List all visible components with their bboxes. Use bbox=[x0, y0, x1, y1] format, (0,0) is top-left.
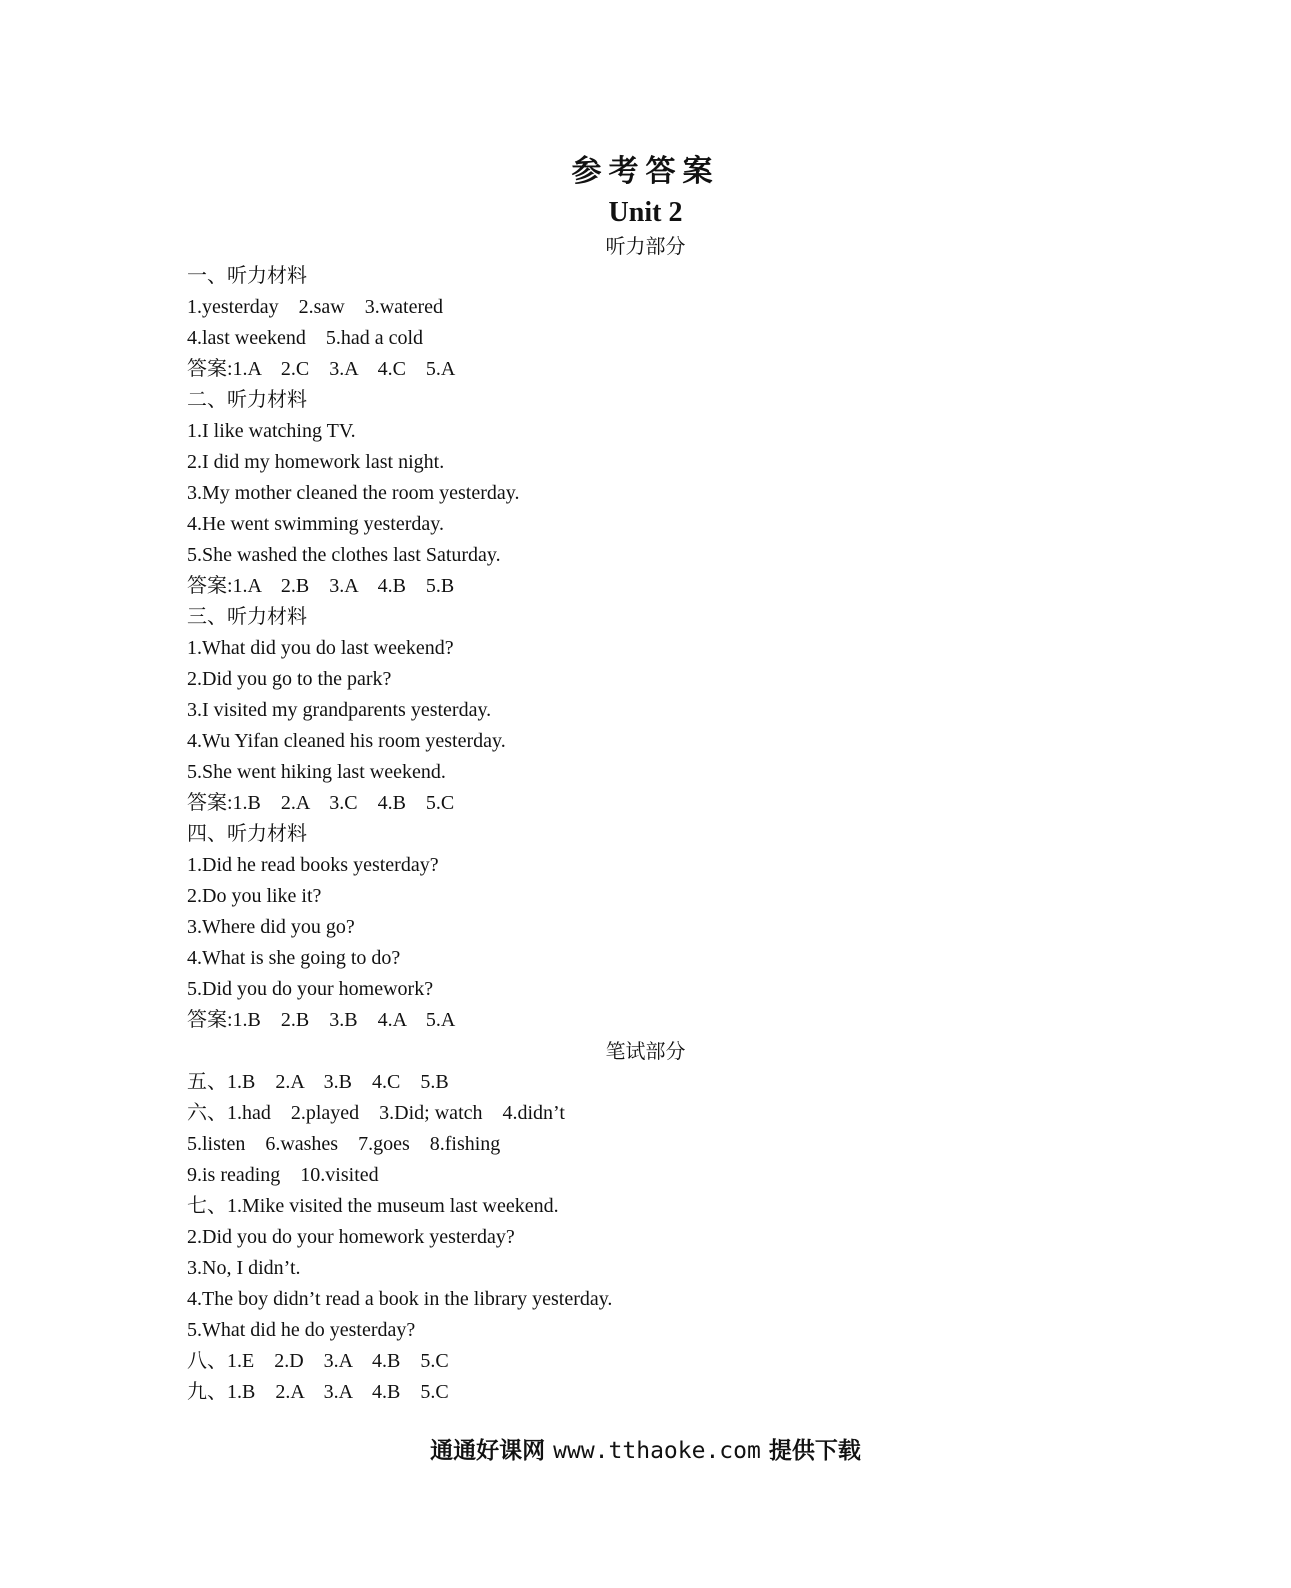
footer-suffix: 提供下载 bbox=[768, 1438, 861, 1464]
answer-line: 3.Where did you go? bbox=[187, 916, 355, 938]
listening-section-header: 听力部分 bbox=[605, 234, 686, 258]
answer-line: 八、1.E 2.D 3.A 4.B 5.C bbox=[187, 1350, 449, 1372]
answer-line: 9.is reading 10.visited bbox=[187, 1164, 379, 1186]
page-title: 参考答案 bbox=[571, 154, 720, 189]
answer-line: 四、听力材料 bbox=[187, 823, 307, 845]
answer-line: 三、听力材料 bbox=[187, 606, 307, 628]
answer-line: 4.The boy didn’t read a book in the library yesterday. bbox=[187, 1288, 613, 1310]
answer-line: 一、听力材料 bbox=[187, 265, 307, 287]
answer-line: 5.listen 6.washes 7.goes 8.fishing bbox=[187, 1133, 501, 1155]
answer-line: 4.What is she going to do? bbox=[187, 947, 401, 969]
answer-line: 答案:1.B 2.B 3.B 4.A 5.A bbox=[187, 1009, 456, 1031]
answer-line: 2.I did my homework last night. bbox=[187, 451, 445, 473]
answer-line: 答案:1.A 2.B 3.A 4.B 5.B bbox=[187, 575, 455, 597]
footer-watermark bbox=[0, 1434, 1291, 1468]
answer-line: 2.Did you go to the park? bbox=[187, 668, 392, 690]
answer-line: 5.Did you do your homework? bbox=[187, 978, 434, 1000]
answer-line: 5.She washed the clothes last Saturday. bbox=[187, 544, 501, 566]
answer-line: 5.She went hiking last weekend. bbox=[187, 761, 446, 783]
listening-answers bbox=[187, 261, 1187, 1036]
answer-line: 1.I like watching TV. bbox=[187, 420, 356, 442]
answer-line: 二、听力材料 bbox=[187, 389, 307, 411]
answer-line: 六、1.had 2.played 3.Did; watch 4.didn’t bbox=[187, 1102, 565, 1124]
answer-line: 4.He went swimming yesterday. bbox=[187, 513, 444, 535]
answer-line: 答案:1.B 2.A 3.C 4.B 5.C bbox=[187, 792, 455, 814]
footer-url: www.tthaoke.com bbox=[553, 1438, 761, 1464]
answer-line: 4.Wu Yifan cleaned his room yesterday. bbox=[187, 730, 506, 752]
writing-section-header: 笔试部分 bbox=[605, 1039, 686, 1063]
answer-line: 九、1.B 2.A 3.A 4.B 5.C bbox=[187, 1381, 449, 1403]
writing-answers bbox=[187, 1067, 1187, 1408]
answer-line: 2.Do you like it? bbox=[187, 885, 322, 907]
answer-line: 4.last weekend 5.had a cold bbox=[187, 327, 424, 349]
answer-line: 3.My mother cleaned the room yesterday. bbox=[187, 482, 520, 504]
answer-line: 答案:1.A 2.C 3.A 4.C 5.A bbox=[187, 358, 456, 380]
answer-line: 五、1.B 2.A 3.B 4.C 5.B bbox=[187, 1071, 449, 1093]
answer-line: 5.What did he do yesterday? bbox=[187, 1319, 416, 1341]
unit-title: Unit 2 bbox=[608, 197, 683, 228]
answer-line: 3.No, I didn’t. bbox=[187, 1257, 301, 1279]
answer-line: 3.I visited my grandparents yesterday. bbox=[187, 699, 492, 721]
answer-line: 1.yesterday 2.saw 3.watered bbox=[187, 296, 444, 318]
footer-site-name: 通通好课网 bbox=[430, 1438, 546, 1464]
answer-line: 2.Did you do your homework yesterday? bbox=[187, 1226, 515, 1248]
answer-line: 1.Did he read books yesterday? bbox=[187, 854, 439, 876]
answer-line: 1.What did you do last weekend? bbox=[187, 637, 454, 659]
answer-line: 七、1.Mike visited the museum last weekend. bbox=[187, 1195, 559, 1217]
